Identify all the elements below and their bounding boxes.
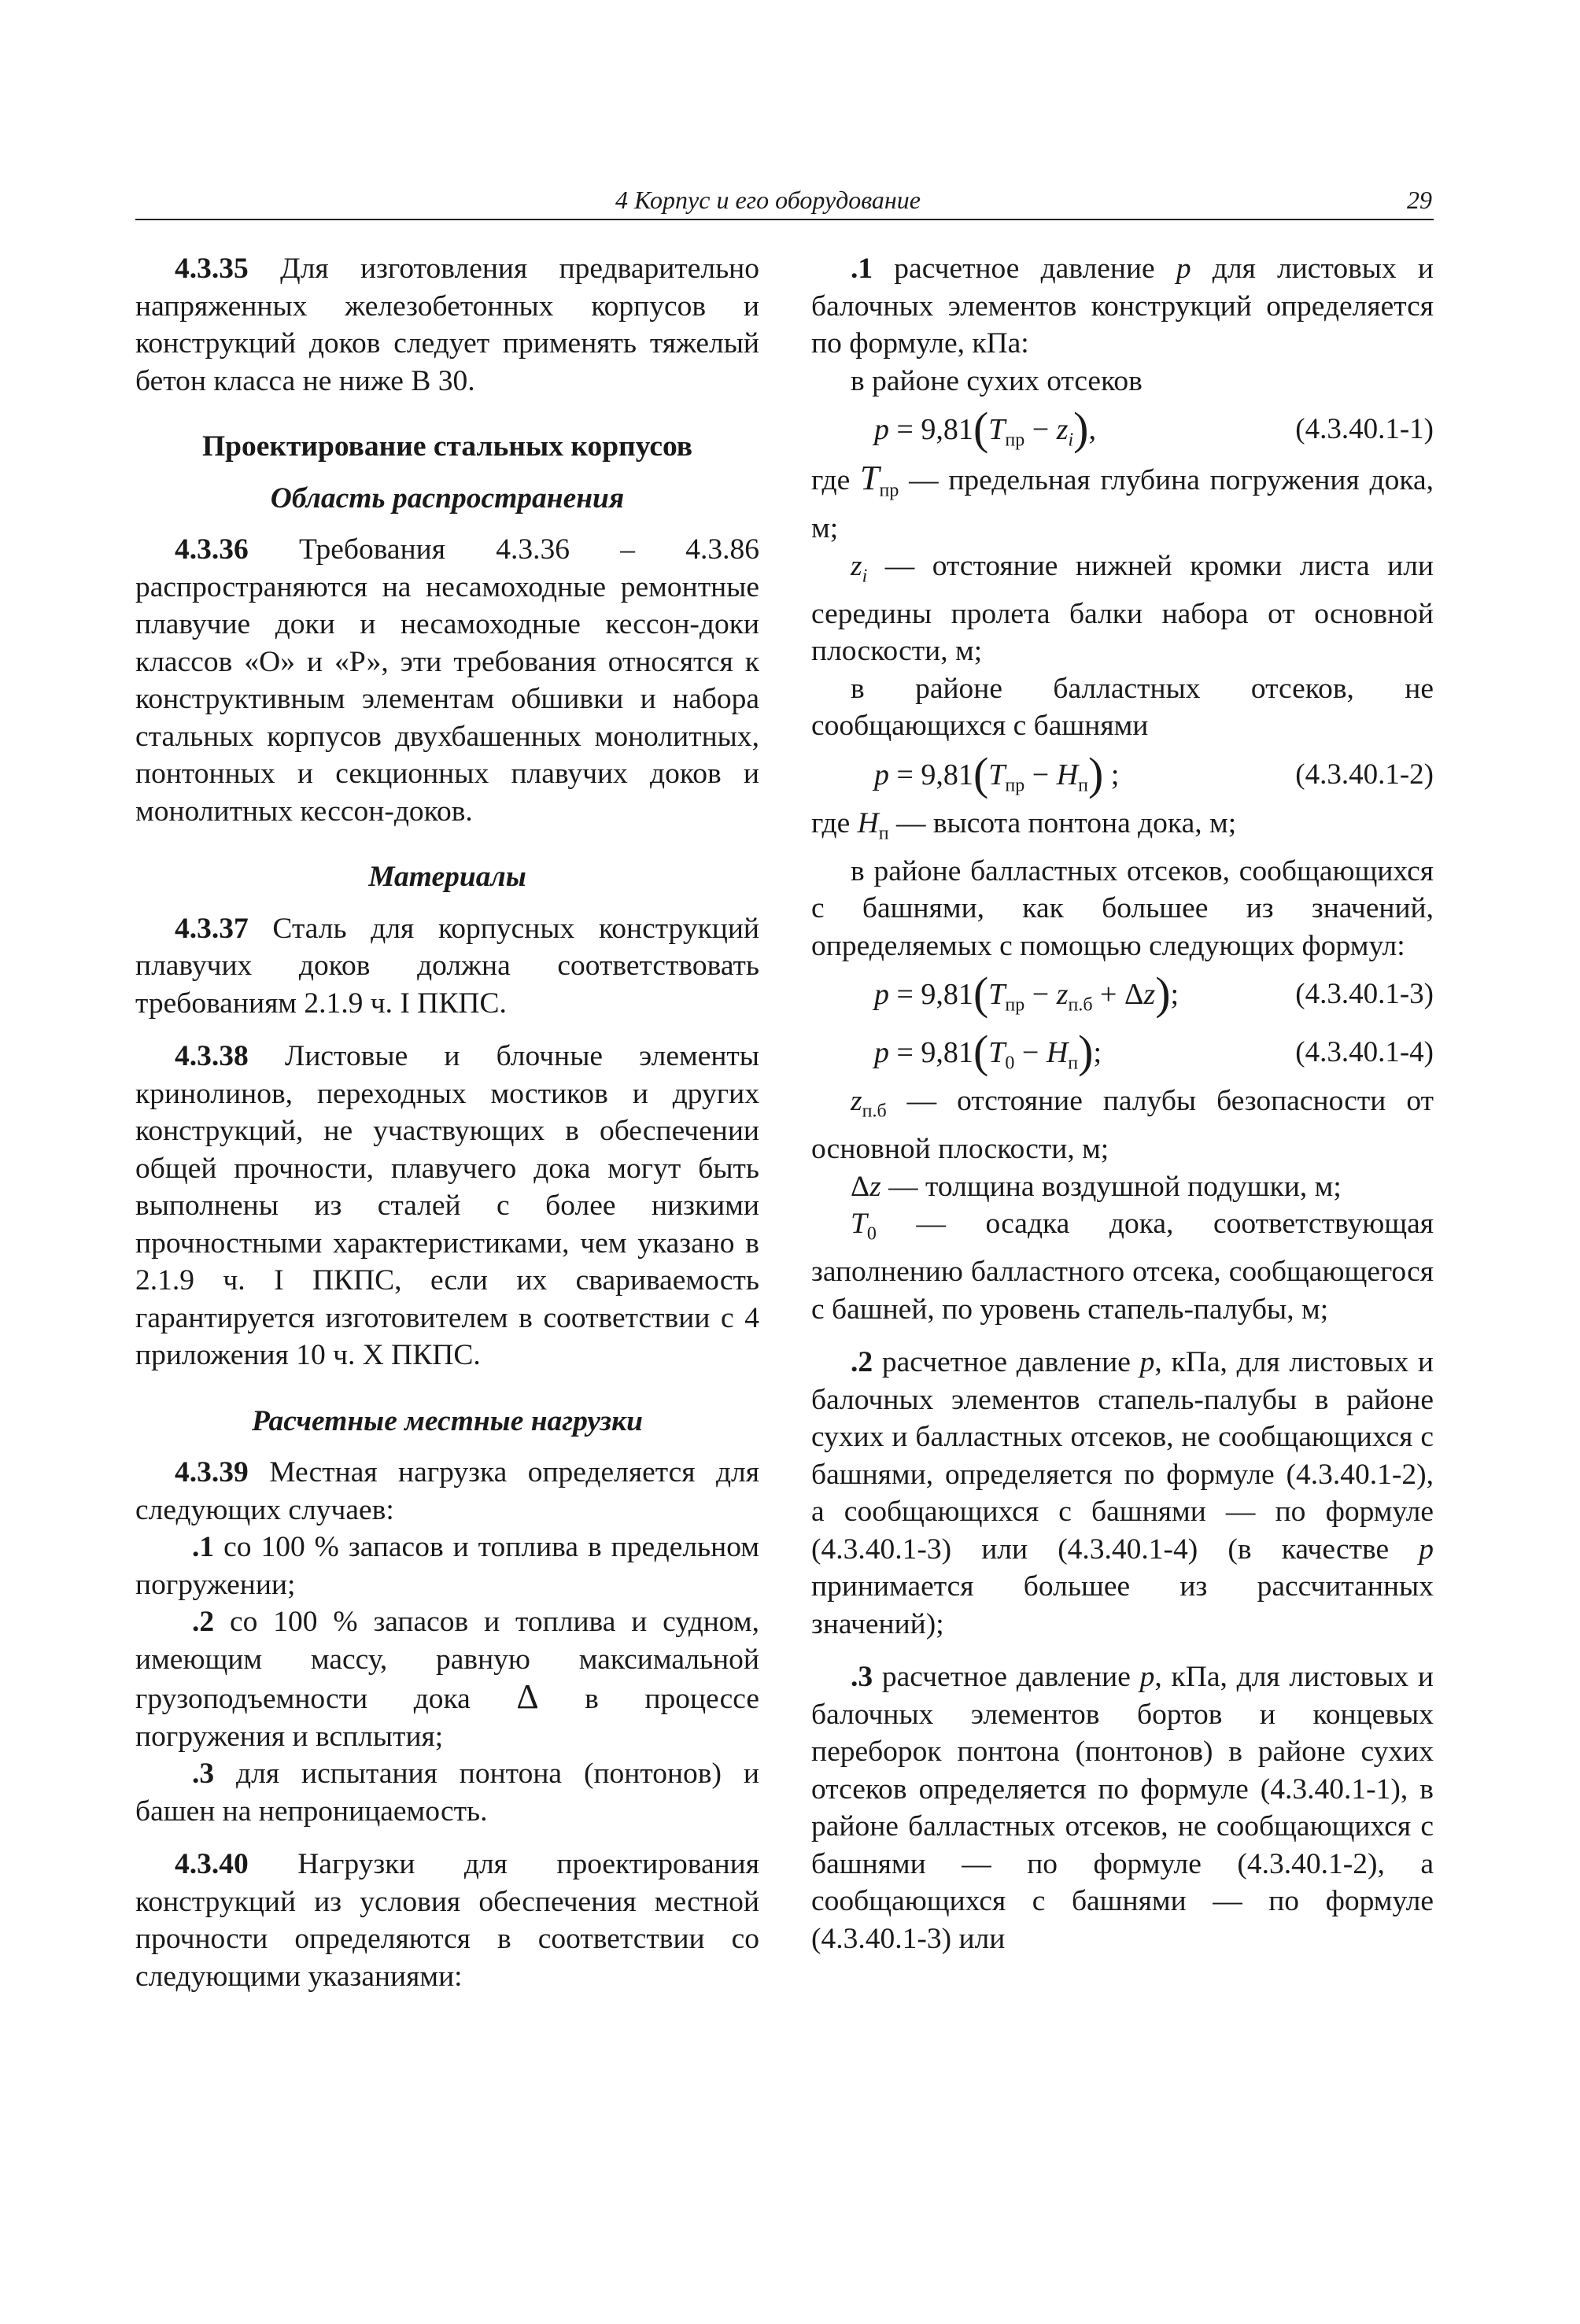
formula-4-3-40-1-1: $p = 9,81(T_{пр} - z_i)$, (4.3.40.1-1) <box>811 401 1434 458</box>
item-1-design-pressure: .1 расчетное давление p для листовых и балочных элементов конструкций определяется по формуле, кПа: <box>811 253 1434 360</box>
clause-number: 4.3.38 <box>175 1040 249 1072</box>
heading-steel-hull-design: Проектирование стальных корпусов <box>201 430 693 463</box>
definition-z-pb: $z_{п.б}$ — отстояние палубы безопасности от основной плоскости, м; <box>811 1085 1434 1165</box>
item-2-design-pressure: .2 расчетное давление p, кПа, для листовых и балочных элементов стапель-палубы в районе сухих и балластных отсеков, не сообщающихся с башнями, определяется по формуле (4.3.40.1-2), а сообщающихся с башнями — по формуле (4.3.40.1-3) или (4.3.40.1-4) (в качестве p принимается большее из рассчитанных значений); <box>811 1346 1434 1640</box>
paragraph-4-3-35: 4.3.35 Для изготовления предварительно напряженных железобетонных корпусов и конструкций доков следует применять тяжелый бетон класса не ниже В 30. <box>135 253 759 397</box>
definition-T-pr: где $T_{пр}$ — предельная глубина погружения дока, м; <box>811 459 1434 544</box>
ballast-communicating-label: в районе балластных отсеков, сообщающихся с башнями, как большее из значений, определяемых с помощью следующих формул: <box>811 854 1434 962</box>
clause-number: 4.3.40 <box>175 1848 249 1880</box>
list-item-case-1: .1 со 100 % запасов и топлива в предельном погружении; <box>135 1531 759 1601</box>
definition-z-i: $z_i$ — отстояние нижней кромки листа или середины пролета балки набора от основной плоскости, м; <box>811 549 1434 667</box>
paragraph-4-3-39: 4.3.39 Местная нагрузка определяется для следующих случаев: <box>135 1456 759 1526</box>
definition-H-p: где $H_п$ — высота понтона дока, м; <box>811 806 1237 843</box>
definition-delta-z: Δz — толщина воздушной подушки, м; <box>851 1170 1342 1203</box>
list-item-case-3: .3 для испытания понтона (понтонов) и башен на непроницаемость. <box>135 1758 759 1828</box>
paragraph-4-3-40: 4.3.40 Нагрузки для проектирования конструкций из условия обеспечения местной прочности определяются в соответствии со следующими указаниями: <box>135 1848 759 1993</box>
ballast-not-communicating-label: в районе балластных отсеков, не сообщающихся с башнями <box>811 672 1434 742</box>
clause-number: 4.3.39 <box>175 1456 249 1488</box>
item-3-design-pressure: .3 расчетное давление p, кПа, для листовых и балочных элементов бортов и концевых переборок понтона (понтонов) в районе сухих отсеков определяется по формуле (4.3.40.1-1), в районе балластных отсеков, не сообщающихся с башнями — по формуле (4.3.40.1-2), а сообщающихся с башнями — по формуле (4.3.40.1-3) или <box>811 1661 1434 1955</box>
formula-4-3-40-1-3: $p = 9,81(T_{пр} - z_{п.б} + \Delta z)$; (4.3.40.1-3) <box>811 966 1434 1023</box>
header-title: 4 Корпус и его оборудование <box>615 186 921 214</box>
running-header <box>135 183 1434 220</box>
right-column <box>811 250 1434 1957</box>
definition-T-0: $T_0$ — осадка дока, соответствующая заполнению балластного отсека, сообщающегося с башней, по уровень стапель-палубы, м; <box>811 1208 1434 1326</box>
paragraph-4-3-37: 4.3.37 Сталь для корпусных конструкций плавучих доков должна соответствовать требованиям 2.1.9 ч. I ПКПС. <box>135 912 759 1020</box>
formula-4-3-40-1-2: $p = 9,81(T_{пр} - H_п)$ ; (4.3.40.1-2) <box>811 747 1434 803</box>
heading-scope: Область распространения <box>270 481 625 515</box>
formula-number: (4.3.40.1-3) <box>1295 978 1434 1010</box>
clause-number: 4.3.35 <box>175 253 249 285</box>
paragraph-4-3-38: 4.3.38 Листовые и блочные элементы кринолинов, переходных мостиков и других конструкций, не участвующих в обеспечении общей прочности, плавучего дока могут быть выполнены из сталей с более низкими прочностными характеристиками, чем указано в 2.1.9 ч. I ПКПС, если их свариваемость гарантируется изготовителем в соответствии с 4 приложения 10 ч. X ПКПС. <box>135 1040 759 1371</box>
formula-number: (4.3.40.1-4) <box>1295 1036 1434 1068</box>
formula-4-3-40-1-4: $p = 9,81(T_0 - H_п)$; (4.3.40.1-4) <box>811 1024 1434 1081</box>
list-item-case-2: .2 со 100 % запасов и топлива и судном, имеющим массу, равную максимальной грузоподъемности дока Δ в процессе погружения и всплытия; <box>135 1606 759 1753</box>
heading-local-loads: Расчетные местные нагрузки <box>251 1404 644 1437</box>
formula-number: (4.3.40.1-1) <box>1295 413 1434 445</box>
page-number: 29 <box>1407 186 1432 214</box>
left-column <box>135 250 759 1995</box>
dry-compartments-label: в районе сухих отсеков <box>851 364 1143 397</box>
clause-number: 4.3.37 <box>175 912 249 945</box>
formula-number: (4.3.40.1-2) <box>1295 758 1434 791</box>
clause-number: 4.3.36 <box>175 533 249 566</box>
heading-materials: Материалы <box>368 861 526 893</box>
paragraph-4-3-36: 4.3.36 Требования 4.3.36 – 4.3.86 распространяются на несамоходные ремонтные плавучие доки и несамоходные кессон-доки классов «О» и «Р», эти требования относятся к конструктивным элементам обшивки и набора стальных корпусов двухбашенных монолитных, понтонных и секционных плавучих доков и монолитных кессон-доков. <box>135 533 759 828</box>
